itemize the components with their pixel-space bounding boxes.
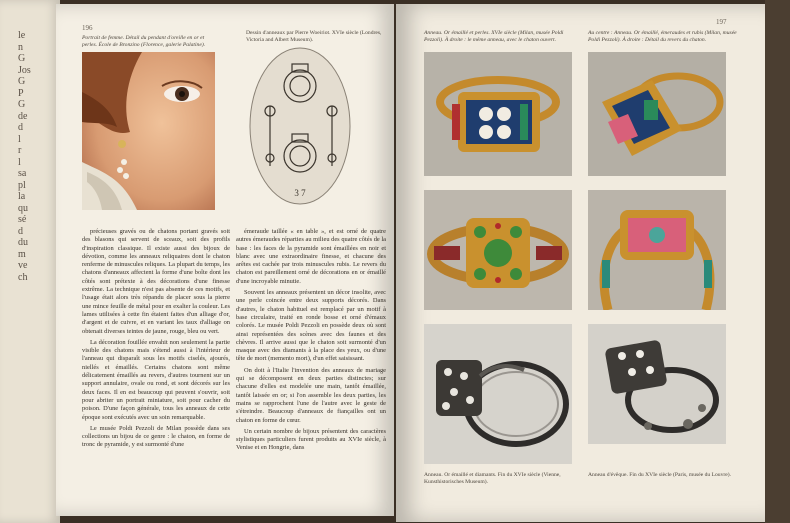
paragraph: émeraude taillée « en table », et est orné de quatre autres émeraudes réparties au milieu des quatre côtés de la base : les faces de la pyramide sont émaillées en noir et blanc avec une extraordinaire finesse, et chacune des arêtes est cachée par trois minuscules rubis. Le revers du chaton est pareillement orné de décorations en or émaillé d'une incroyable minutie. bbox=[236, 228, 386, 285]
paragraph: On doit à l'Italie l'invention des anneaux de mariage qui se décomposent en deux parties distinctes; sur chacune d'elles est modelée une main, tantôt émaillée, tantôt laissée en or; si l'on assemble les deux parties, les mains se rapprochent l'une de l'autre avec le geste de s'étreindre. Beaucoup d'anneaux de fiançailles ont un chaton en forme de cœur. bbox=[236, 366, 386, 424]
left-page bbox=[56, 4, 394, 516]
ring-photo-3 bbox=[424, 190, 572, 310]
right-page bbox=[396, 4, 768, 522]
caption-bottom-right: Anneau d'évêque. Fin du XVIe siècle (Paris, musée du Louvre). bbox=[588, 472, 731, 478]
ring-photo-5 bbox=[424, 324, 572, 464]
ring-drawing-image bbox=[248, 46, 352, 206]
drawing-number: 3 7 bbox=[294, 188, 306, 198]
paragraph: Souvent les anneaux présentent un décor insolite, avec une perle coincée entre deux supports décorés. Dans d'autres, le chaton habituel est remplacé par un motif à base circulaire, traité en ronde bosse et orné d'émaux colorés. Le musée Poldi Pezzoli en possède deux où sont ainsi représentées des scènes avec des faunes et des chèvres. Il arrive aussi que le chaton soit surmonté d'un masque avec des diamants à la place des yeux, ou d'une tête de mort (memento mori), d'un effet saisissant. bbox=[236, 289, 386, 363]
drawing-caption: Dessin d'anneaux par Pierre Woeiriot. XVIe siècle (Londres, Victoria and Albert Museum). bbox=[246, 30, 382, 43]
caption-bottom-left: Anneau. Or émaillé et diamants. Fin du XVIe siècle (Vienne, Kunsthistorisches Museum). bbox=[424, 472, 561, 485]
paragraph: Le musée Poldi Pezzoli de Milan possède dans ses collections un bijou de ce genre : le chaton, en forme de tronc de pyramide, y est surmonté d'une bbox=[82, 424, 230, 449]
paragraph: Un certain nombre de bijoux présentent des caractères stylistiques particuliers furent produits au XVIe siècle, à Venise et en Hongrie, dans bbox=[236, 427, 386, 452]
page-number-left: 196 bbox=[82, 24, 93, 32]
book-cover-edge bbox=[765, 0, 790, 523]
paragraph: précieuses gravés ou de chatons portant gravés soit des blasons qui servent de sceaux, soit des profils d'inspiration classique. Il existe aussi des bijoux de dévotion, comme les anneaux reliquaires dont le chaton renferme de minuscules reliques. La plupart du temps, les chatons d'anneaux affectent la forme d'une boîte dont les côtés sont prétexte à des décorations d'une finesse extrême. La technique n'est pas absente de ces motifs, et l'usage était alors très répandu de placer sous la pierre une mince feuille de métal pour en exalter la couleur. Les lames utilisées à cette fin étaient faites d'un alliage d'or, d'argent et de cuivre, et en variant les taux d'alliage on obtenait diverses teintes de jaune, rouge, bleu ou vert. bbox=[82, 228, 230, 335]
portrait-image bbox=[82, 52, 215, 210]
page-number-right: 197 bbox=[716, 18, 727, 26]
ring-photo-1 bbox=[424, 52, 572, 176]
caption-top-right: Au centre : Anneau. Or émaillé, émeraudes et rubis (Milan, musée Poldi Pezzoli). À droite : Détail du revers du chaton. bbox=[588, 30, 737, 43]
paragraph: La décoration fouillée envahit non seulement la partie visible des chatons mais s'étend aussi à l'intérieur de l'anneau qui disparaît sous les motifs ciselés, ajourés, niellés et émaillés. Certains chatons sont même délicatement émaillés au revers, d'autres tournent sur un support annulaire, ovale ou rond, et sont décorés sur les deux faces. Il en est beaucoup qui peuvent s'ouvrir, soit pour abriter un portrait miniature, soit pour cacher du poison. D'une façon générale, tous les anneaux de cette époque sont exécutés avec un soin remarquable. bbox=[82, 338, 230, 421]
text-column-2 bbox=[236, 228, 386, 456]
ring-photo-6 bbox=[588, 324, 726, 444]
previous-page-edge bbox=[0, 0, 60, 523]
edge-text: le n G Jos G P G de d l r l sa pl la qu sé d du m ve ch bbox=[18, 30, 31, 283]
portrait-caption: Portrait de femme. Détail du pendant d'oreille en or et perles. École de Bronzino (Florence, galerie Palatine). bbox=[82, 35, 206, 48]
caption-top-left: Anneau. Or émaillé et perles. XVIe siècle (Milan, musée Poldi Pezzoli). À droite : le même anneau, avec le chaton ouvert. bbox=[424, 30, 564, 43]
ring-photo-2 bbox=[588, 52, 726, 176]
text-column-1 bbox=[82, 228, 230, 453]
ring-photo-4 bbox=[588, 190, 726, 310]
